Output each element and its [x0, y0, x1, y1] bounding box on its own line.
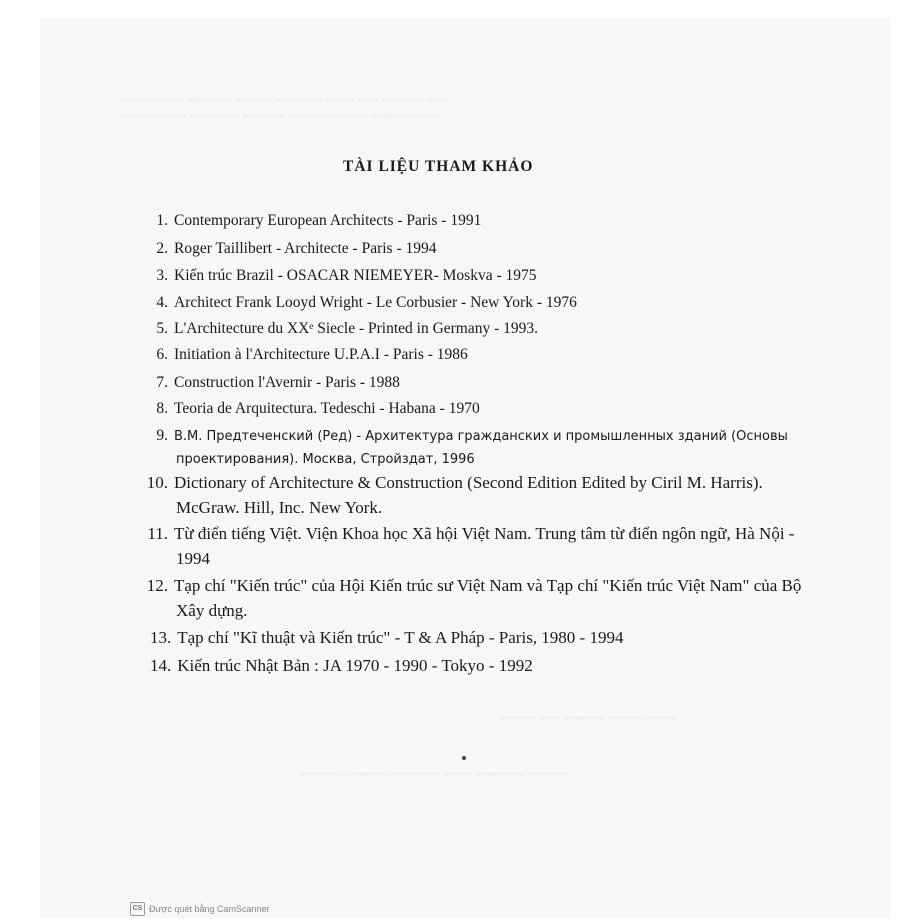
reference-item: 11. Từ điển tiếng Việt. Viện Khoa học Xã hội Việt Nam. Trung tâm từ điển ngôn ngữ, Hà Nội - 1994 [147, 524, 795, 568]
watermark-text: Được quét bằng CamScanner [149, 904, 270, 914]
reference-item: 13. Tạp chí "Kĩ thuật và Kiến trúc" - T & A Pháp - Paris, 1980 - 1994 [150, 628, 624, 647]
scanner-watermark [130, 902, 270, 916]
reference-item: 4. Architect Frank Looyd Wright - Le Corbusier - New York - 1976 [156, 294, 577, 311]
reference-item: 2. Roger Taillibert - Architecte - Paris - 1994 [156, 240, 437, 257]
camscanner-icon: CS [130, 902, 145, 916]
reference-item: 14. Kiến trúc Nhật Bản : JA 1970 - 1990 - Tokyo - 1992 [150, 656, 533, 675]
reference-item: 1. Contemporary European Architects - Paris - 1991 [156, 212, 482, 229]
reference-item: 9. В.М. Предтеченский (Ред) - Архитектура гражданских и промышленных зданий (Основы проектирования). Москва, Стройздат, 1996 [156, 427, 788, 467]
bleed-through-text: ~~~~~~~~~ ~~~~ ~~ ~~~~~ ~~~~~~~ ~~~~ ~~~ ~~~~~~ ~~~ [120, 92, 449, 107]
reference-item: 5. L'Architecture du XXᵉ Siecle - Printed in Germany - 1993. [156, 320, 539, 337]
page-title: TÀI LIỆU THAM KHẢO [343, 158, 534, 175]
bleed-through-text: ~~~~~ ~~~ ~~~~~~ ~~~~~ ~~~~ [500, 710, 675, 725]
bleed-through-text: ~~~~ ~~~~~ ~~~~~~~ ~~~~~~ ~~~~ ~~~~~~~ ~~~~~ ~~~~ [120, 108, 439, 123]
reference-item: 6. Initiation à l'Architecture U.P.A.I - Paris - 1986 [156, 346, 468, 363]
reference-item: 3. Kiến trúc Brazil - OSACAR NIEMEYER- Moskva - 1975 [156, 267, 537, 284]
reference-item: 10. Dictionary of Architecture & Construction (Second Edition Edited by Ciril M. Harris). McGraw. Hill, Inc. New York. [146, 473, 763, 517]
reference-item: 8. Teoria de Arquitectura. Tedeschi - Habana - 1970 [156, 400, 480, 417]
reference-item: 7. Construction l'Avernir - Paris - 1988 [156, 374, 400, 391]
reference-item: 12. Tạp chí "Kiến trúc" của Hội Kiến trúc sư Việt Nam và Tạp chí "Kiến trúc Việt Nam" của Bộ Xây dựng. [146, 576, 802, 620]
bleed-through-text: ~~~~~~ ~~~~~~ ~~~~~~~ ~~~~ ~~~~~~~ ~~~~~~ [300, 766, 570, 781]
ink-dot [462, 756, 466, 760]
